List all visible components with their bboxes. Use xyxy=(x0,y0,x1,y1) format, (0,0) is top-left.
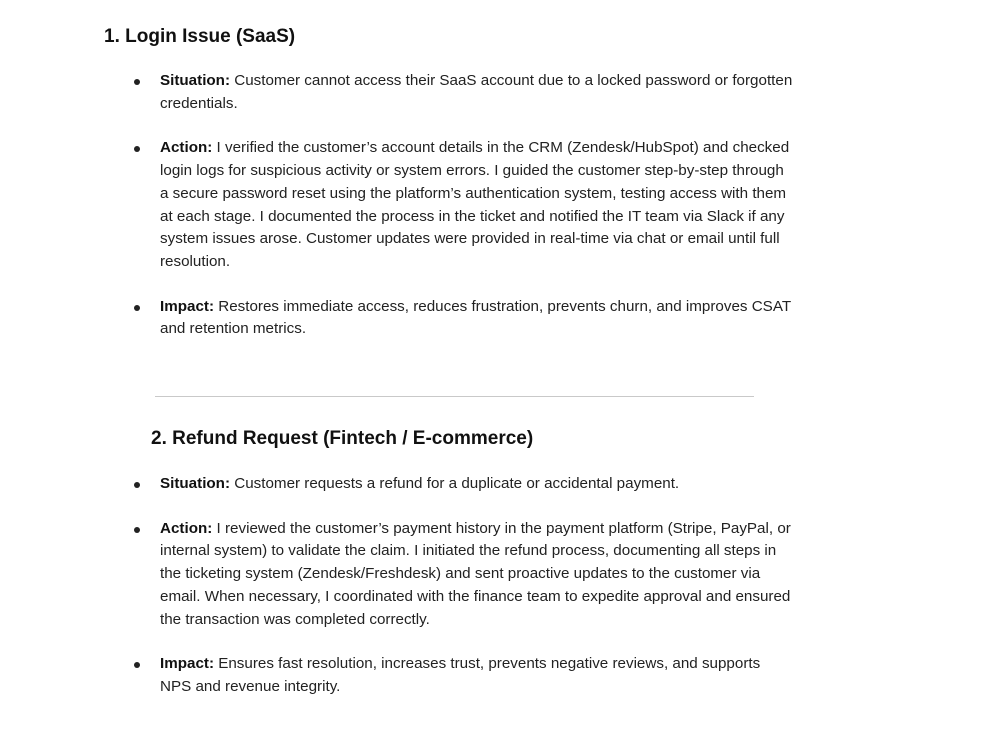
refund-request-list xyxy=(133,473,793,699)
item-label: Action: xyxy=(160,139,213,157)
item-text: Customer cannot access their SaaS account due to a locked password or forgotten credentials. xyxy=(160,72,793,112)
horizontal-divider xyxy=(155,396,754,397)
login-issue-list xyxy=(133,70,793,341)
list-item-action xyxy=(133,518,793,632)
bullet-icon xyxy=(134,305,140,311)
item-text: I verified the customer’s account details in the CRM (Zendesk/HubSpot) and checked login logs for suspicious activity or system errors. I guided the customer step-by-step through a secure password reset using the platform’s authentication system, testing access with them at each stage. I documented the process in the ticket and notified the IT team via Slack if any system issues arose. Customer updates were provided in real-time via chat or email until full resolution. xyxy=(160,139,790,270)
item-text: Ensures fast resolution, increases trust, prevents negative reviews, and supports NPS and revenue integrity. xyxy=(160,655,761,695)
item-label: Situation: xyxy=(160,72,231,89)
bullet-icon xyxy=(134,79,140,85)
item-label: Impact: xyxy=(160,655,215,673)
item-text: Customer requests a refund for a duplicate or accidental payment. xyxy=(230,475,680,492)
item-label: Action: xyxy=(160,519,213,537)
list-item-situation xyxy=(133,70,793,115)
list-item-situation xyxy=(133,473,793,496)
bullet-icon xyxy=(134,662,140,668)
item-text: I reviewed the customer’s payment history in the payment platform (Stripe, PayPal, or internal system) to validate the claim. I initiated the refund process, documenting all steps in the ticketing system (Zendesk/Freshdesk) and sent proactive updates to the customer via email. When necessary, I coordinated with the finance team to expedite approval and ensured the transaction was completed correctly. xyxy=(160,519,791,628)
item-label: Impact: xyxy=(160,297,215,315)
list-item-action xyxy=(133,137,793,273)
bullet-icon xyxy=(134,482,140,488)
section-heading-refund-request: 2. Refund Request (Fintech / E-commerce) xyxy=(151,428,534,449)
item-text: Restores immediate access, reduces frustration, prevents churn, and improves CSAT and retention metrics. xyxy=(160,297,791,338)
item-label: Situation: xyxy=(160,475,231,492)
list-item-impact xyxy=(133,296,793,341)
bullet-icon xyxy=(134,527,140,533)
section-heading-login-issue: 1. Login Issue (SaaS) xyxy=(104,26,296,47)
bullet-icon xyxy=(134,146,140,152)
list-item-impact xyxy=(133,653,793,698)
